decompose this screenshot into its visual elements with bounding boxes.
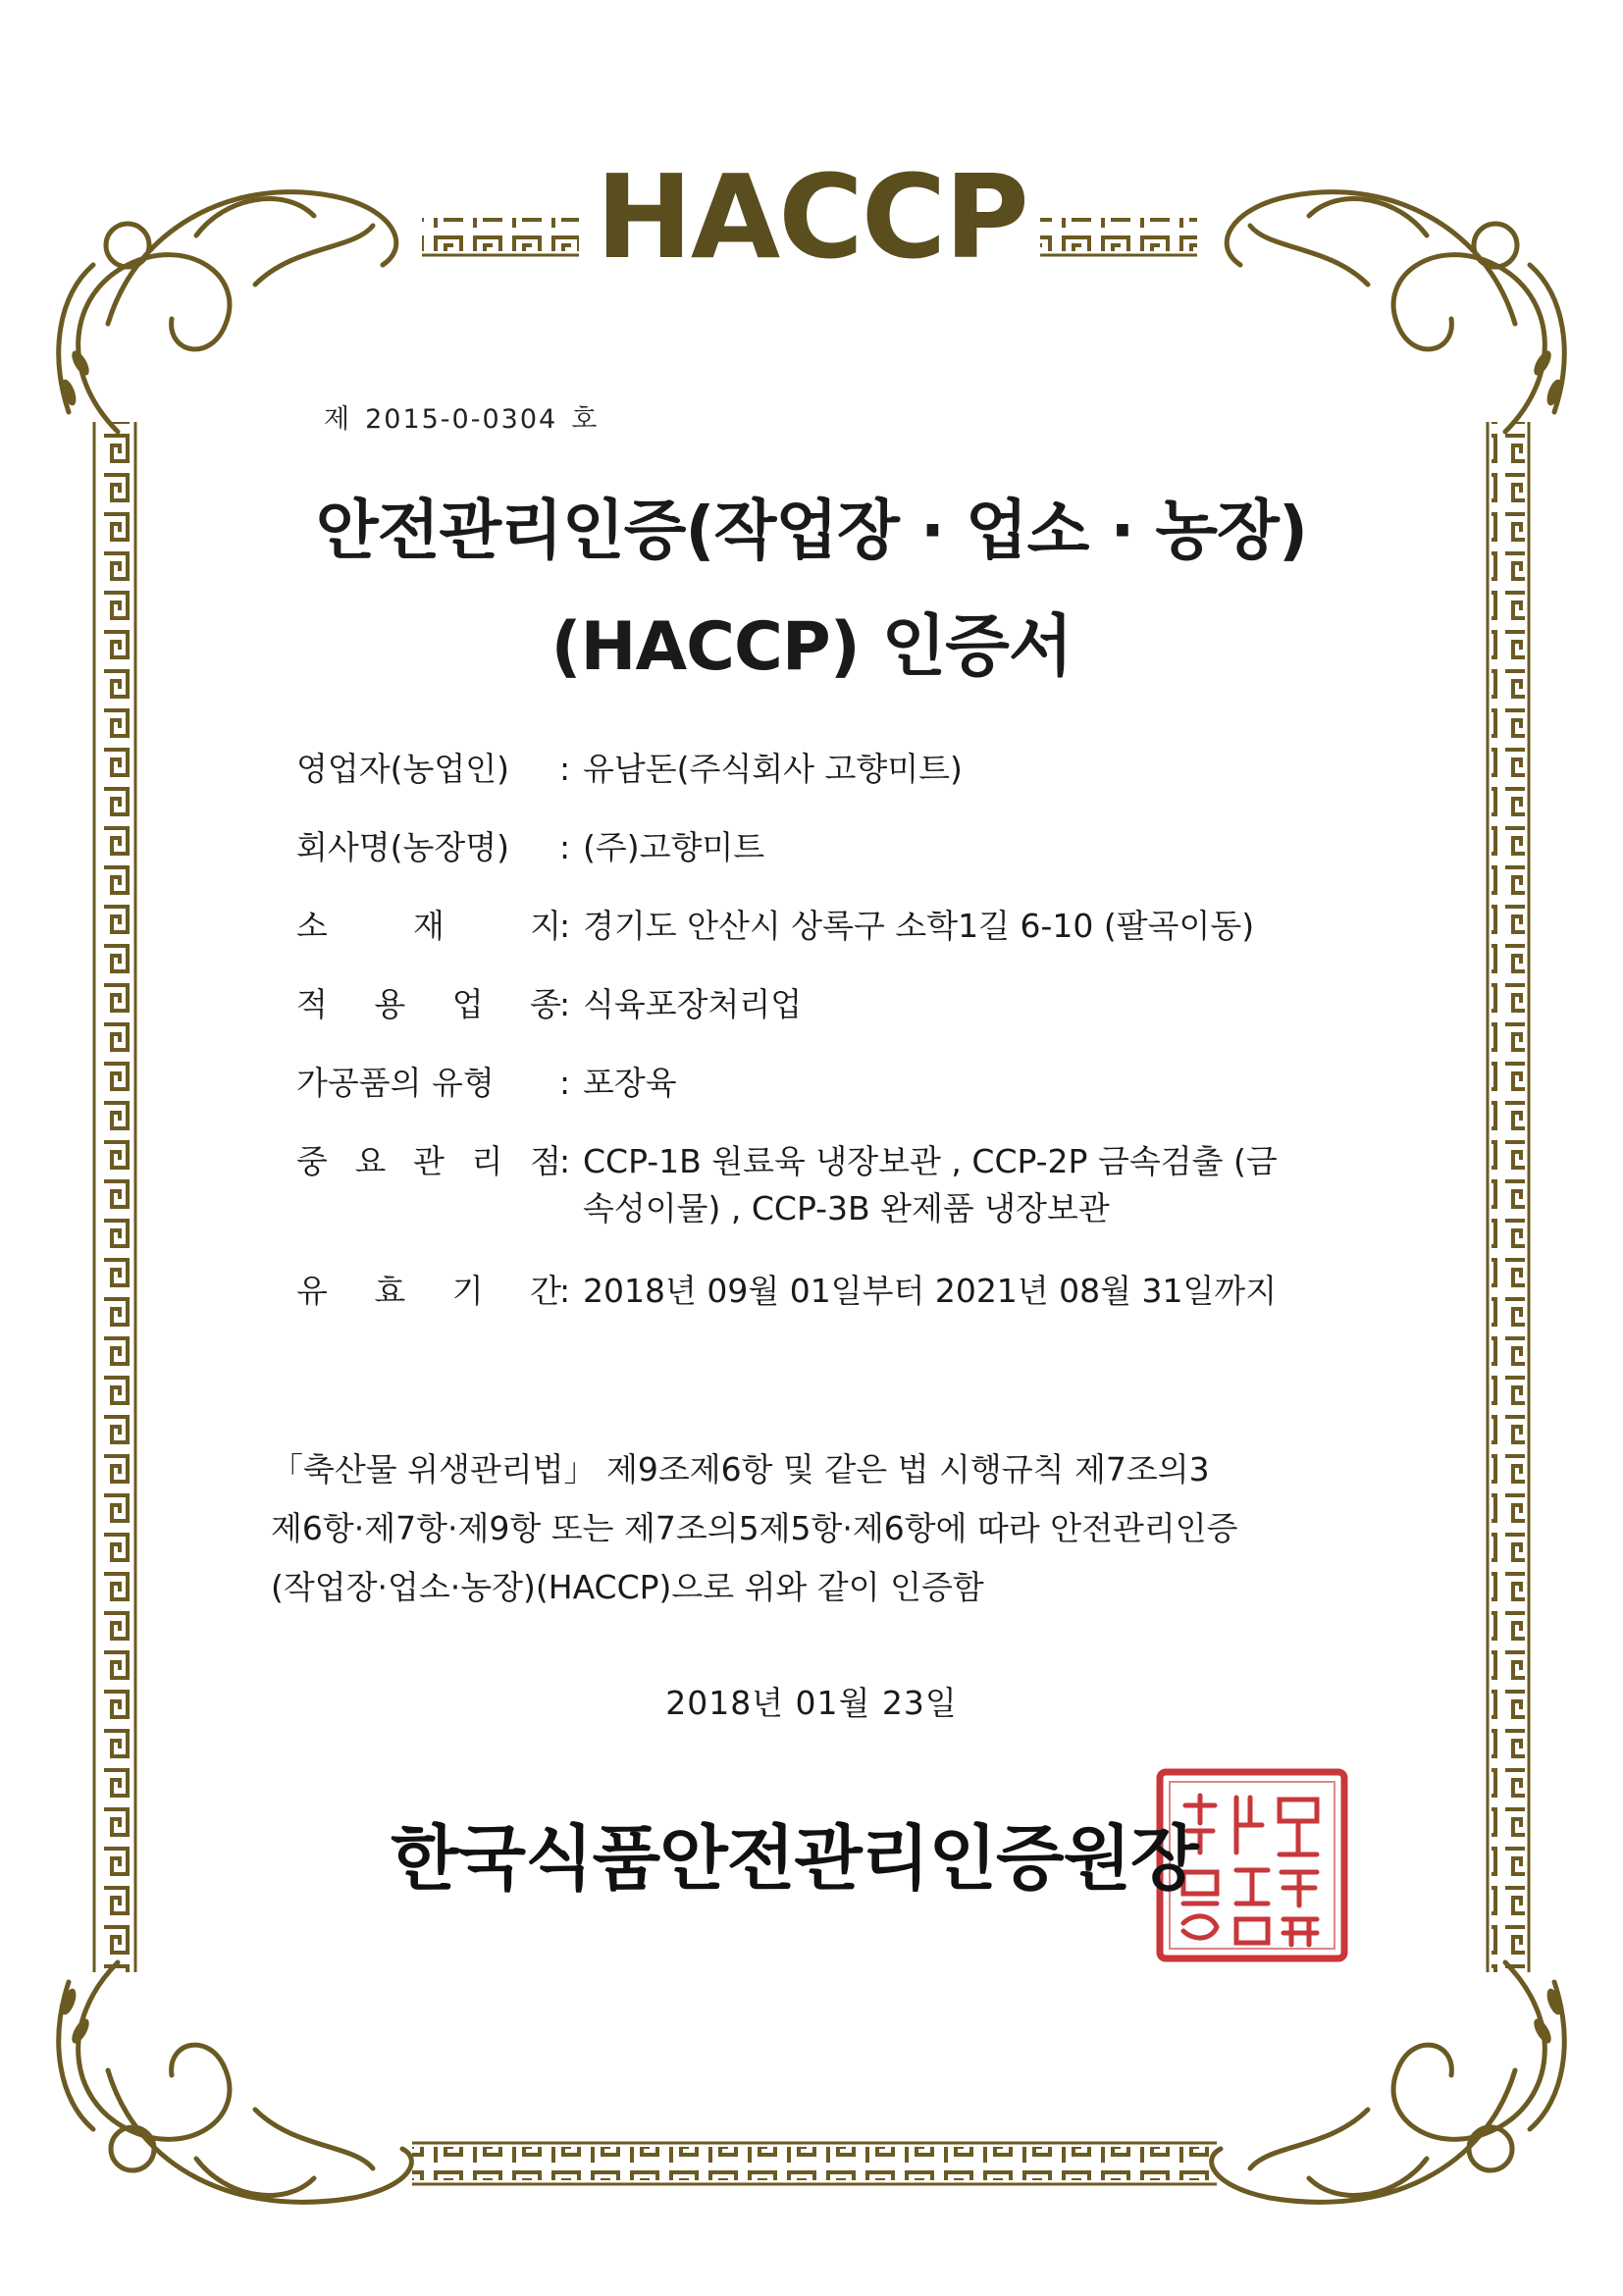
- field-value-line2: 속성이물) , CCP-3B 완제품 냉장보관: [583, 1189, 1110, 1227]
- certificate-title-line1: 안전관리인증(작업장 · 업소 · 농장): [315, 493, 1308, 568]
- field-label-char: 유: [296, 1272, 328, 1310]
- field-label-char: 용: [374, 985, 406, 1023]
- field-value: 포장육: [583, 1064, 677, 1102]
- certificate-number-suffix: 호: [571, 404, 600, 435]
- certificate-number-prefix: 제: [324, 404, 352, 435]
- field-colon: :: [559, 1142, 571, 1180]
- field-label: [296, 1268, 561, 1315]
- field-colon: :: [559, 985, 571, 1023]
- statement-line1: 「축산물 위생관리법」 제9조제6항 및 같은 법 시행규칙 제7조의3: [271, 1450, 1210, 1488]
- field-colon: :: [559, 1272, 571, 1310]
- field-label-char: 소: [296, 907, 328, 945]
- field-colon: :: [559, 907, 571, 945]
- field-label-char: 효: [374, 1272, 406, 1310]
- field-label: [296, 903, 561, 950]
- certificate-number-value: 2015-0-0304: [365, 404, 558, 435]
- issue-date: 2018년 01월 23일: [665, 1684, 958, 1722]
- field-value: (주)고향미트: [583, 828, 765, 866]
- field-value: 식육포장처리업: [583, 985, 803, 1023]
- certificate-title-line2: (HACCP) 인증서: [550, 608, 1073, 686]
- field-value: 유남돈(주식회사 고향미트): [583, 750, 963, 788]
- field-colon: :: [559, 750, 571, 788]
- field-label-char: 리: [471, 1142, 503, 1180]
- field-label-char: 재: [413, 907, 445, 945]
- statement-line3: (작업장·업소·농장)(HACCP)으로 위와 같이 인증함: [271, 1568, 984, 1606]
- field-value-line1: CCP-1B 원료육 냉장보관 , CCP-2P 금속검출 (금: [583, 1142, 1278, 1180]
- field-label-char: 업: [451, 985, 484, 1023]
- field-value: 경기도 안산시 상록구 소학1길 6-10 (팔곡이동): [583, 907, 1255, 945]
- haccp-header-title: HACCP: [596, 149, 1027, 285]
- field-label-char: 기: [451, 1272, 484, 1310]
- field-label-char: 점: [530, 1142, 561, 1180]
- field-label-char: 간: [530, 1272, 561, 1310]
- field-colon: :: [559, 828, 571, 866]
- field-label-char: 종: [530, 985, 561, 1023]
- field-colon: :: [559, 1064, 571, 1102]
- field-label-char: 중: [296, 1142, 328, 1180]
- field-label-char: 적: [296, 985, 328, 1023]
- field-value: 2018년 09월 01일부터 2021년 08월 31일까지: [583, 1272, 1278, 1310]
- statement-line2: 제6항·제7항·제9항 또는 제7조의5제5항·제6항에 따라 안전관리인증: [271, 1509, 1238, 1547]
- certificate-number: [324, 397, 612, 436]
- field-label-char: 요: [354, 1142, 387, 1180]
- field-label: 회사명(농장명): [296, 828, 510, 866]
- field-label: 가공품의 유형: [296, 1064, 495, 1102]
- field-label: 영업자(농업인): [296, 750, 510, 788]
- field-label-char: 지: [530, 907, 561, 945]
- issuer-name: 한국식품안전관리인증원장: [391, 1817, 1198, 1900]
- field-label-char: 관: [413, 1142, 445, 1180]
- certification-statement: [271, 1440, 1389, 1617]
- field-value: [583, 1138, 1427, 1232]
- field-label: [296, 981, 561, 1028]
- field-label: [296, 1138, 561, 1185]
